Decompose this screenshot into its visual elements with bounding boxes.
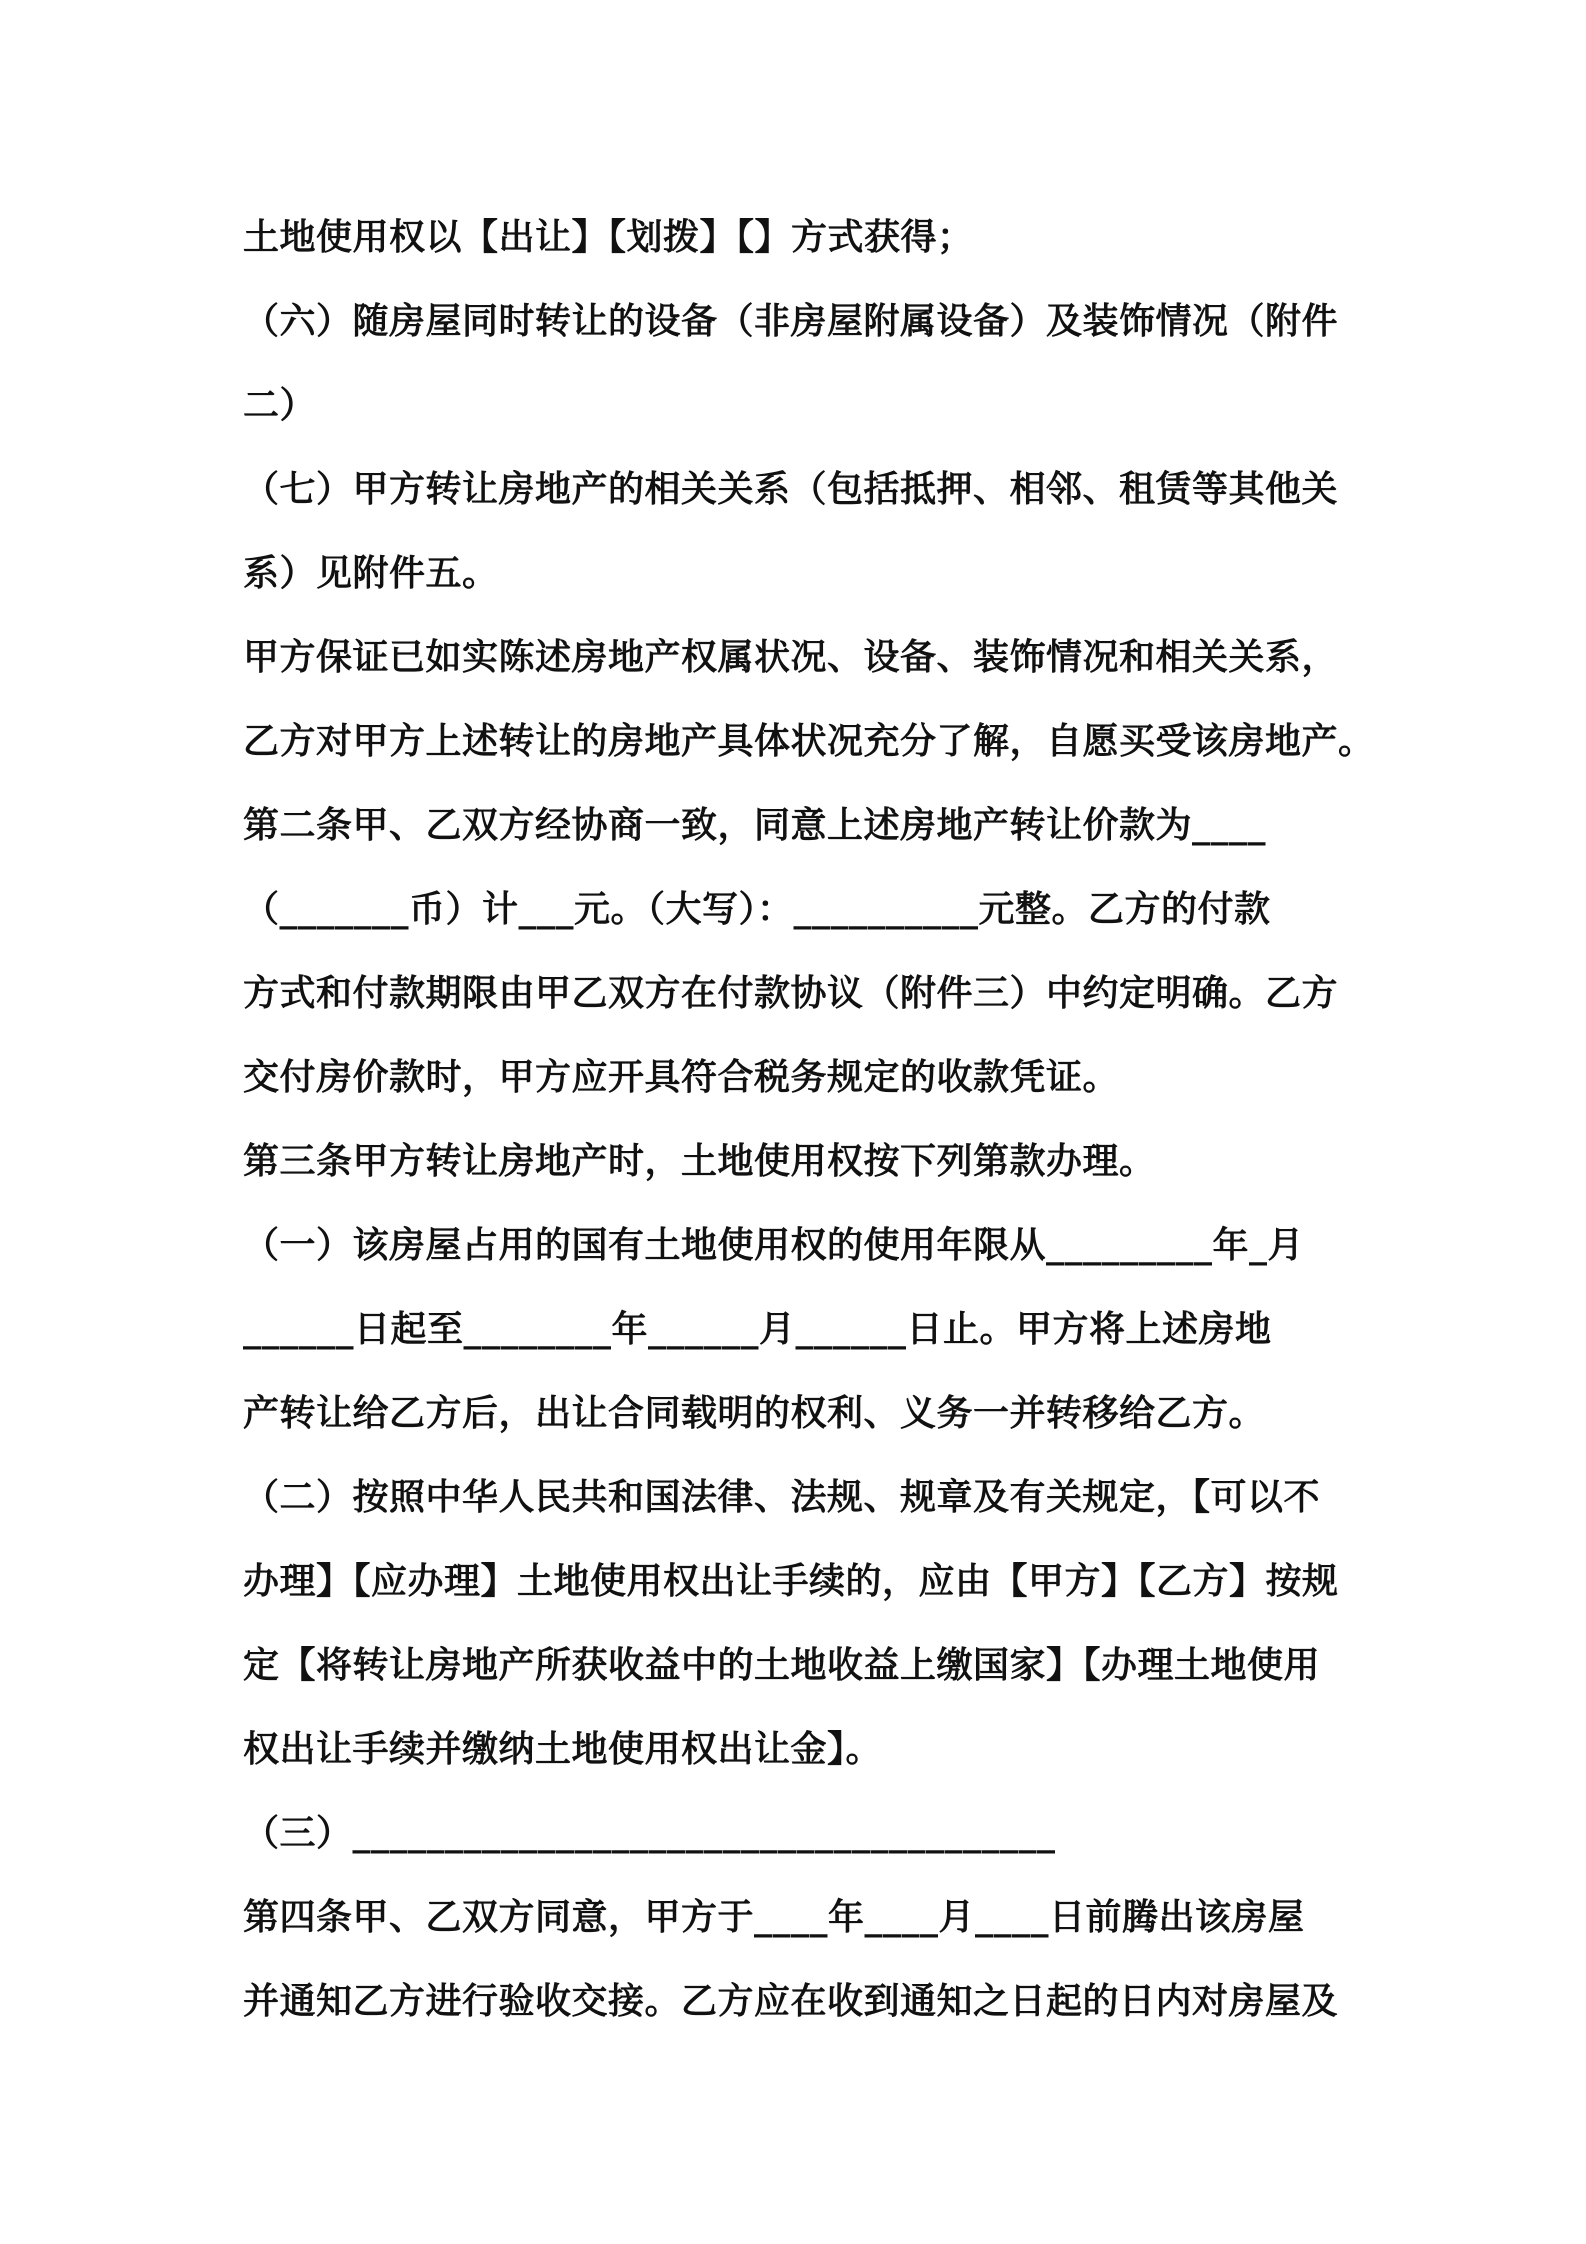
text-line: 土地使用权以【出让】【划拨】【】方式获得；	[243, 217, 974, 258]
text-line: 第三条甲方转让房地产时，土地使用权按下列第款办理。	[243, 1141, 1156, 1182]
text-line: ______日起至________年______月______日止。甲方将上述房地	[243, 1309, 1272, 1350]
text-line: 定【将转让房地产所获收益中的土地收益上缴国家】【办理土地使用	[243, 1645, 1321, 1686]
text-line: 产转让给乙方后，出让合同载明的权利、义务一并转移给乙方。	[243, 1393, 1266, 1434]
text-line: 第四条甲、乙双方同意，甲方于____年____月____日前腾出该房屋	[243, 1897, 1305, 1938]
text-line: （三）______________________________________	[243, 1813, 1056, 1854]
text-line: 并通知乙方进行验收交接。乙方应在收到通知之日起的日内对房屋及	[243, 1981, 1339, 2022]
text-line: 交付房价款时，甲方应开具符合税务规定的收款凭证。	[243, 1057, 1120, 1098]
text-line: 办理】【应办理】土地使用权出让手续的，应由【甲方】【乙方】按规	[243, 1561, 1339, 1602]
text-line: 甲方保证已如实陈述房地产权属状况、设备、装饰情况和相关关系，	[243, 637, 1339, 678]
text-line: （六）随房屋同时转让的设备（非房屋附属设备）及装饰情况（附件	[243, 301, 1339, 342]
document-body	[243, 196, 1383, 2044]
text-line: 权出让手续并缴纳土地使用权出让金】。	[243, 1729, 883, 1770]
text-line: 第二条甲、乙双方经协商一致，同意上述房地产转让价款为____	[243, 805, 1267, 846]
text-line: 二）	[243, 385, 317, 426]
text-line: 方式和付款期限由甲乙双方在付款协议（附件三）中约定明确。乙方	[243, 973, 1339, 1014]
text-line: （二）按照中华人民共和国法律、法规、规章及有关规定，【可以不	[243, 1477, 1321, 1518]
text-line: （七）甲方转让房地产的相关关系（包括抵押、相邻、租赁等其他关	[243, 469, 1339, 510]
text-line: 系）见附件五。	[243, 553, 499, 594]
text-line: （一）该房屋占用的国有土地使用权的使用年限从_________年_月	[243, 1225, 1305, 1266]
text-line: 乙方对甲方上述转让的房地产具体状况充分了解，自愿买受该房地产。	[243, 721, 1375, 762]
text-line: （_______币）计___元。（大写）：__________元整。乙方的付款	[243, 889, 1271, 930]
